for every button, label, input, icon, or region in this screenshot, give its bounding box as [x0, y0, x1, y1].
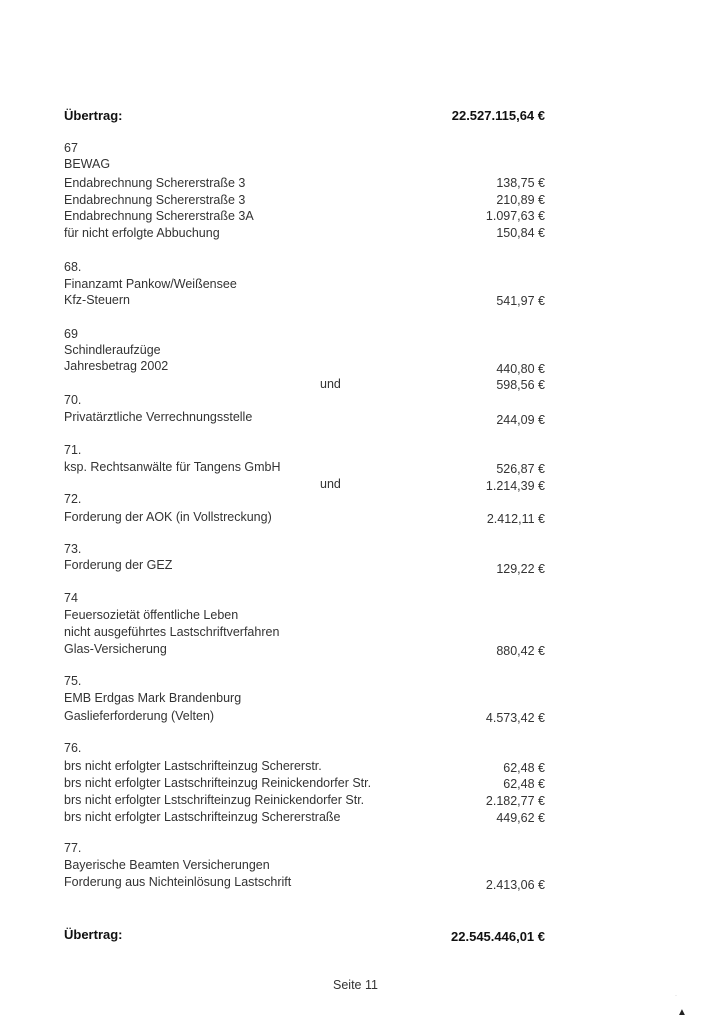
- entry-76-line-4: brs nicht erfolgter Lastschrifteinzug Schererstraße: [64, 810, 341, 824]
- entry-71-amount-1: 526,87 €: [496, 462, 545, 476]
- entry-67-amount-4: 150,84 €: [496, 226, 545, 240]
- entry-71-und: und: [320, 477, 341, 491]
- entry-69-amount-1: 440,80 €: [496, 362, 545, 376]
- entry-69-number: 69: [64, 327, 78, 341]
- entry-77-name: Bayerische Beamten Versicherungen: [64, 858, 270, 872]
- entry-67-line-1: Endabrechnung Schererstraße 3: [64, 176, 246, 190]
- entry-74-line-2: Glas-Versicherung: [64, 642, 167, 656]
- entry-76-amount-2: 62,48 €: [503, 777, 545, 791]
- entry-68-amount: 541,97 €: [496, 294, 545, 308]
- entry-76-line-3: brs nicht erfolgter Lstschrifteinzug Reinickendorfer Str.: [64, 793, 365, 807]
- entry-75-name: EMB Erdgas Mark Brandenburg: [64, 691, 242, 705]
- entry-76-amount-4: 449,62 €: [496, 811, 545, 825]
- carry-out-amount: 22.545.446,01 €: [451, 929, 545, 944]
- entry-74-name: Feuersozietät öffentliche Leben: [64, 608, 239, 622]
- entry-70-number: 70.: [64, 393, 82, 407]
- entry-68-number: 68.: [64, 260, 82, 274]
- entry-73-name: Forderung der GEZ: [64, 558, 173, 572]
- entry-76-amount-3: 2.182,77 €: [485, 794, 545, 808]
- entry-67-amount-3: 1.097,63 €: [485, 209, 545, 223]
- entry-70-name: Privatärztliche Verrechnungsstelle: [64, 410, 253, 424]
- entry-67-line-3: Endabrechnung Schererstraße 3A: [64, 209, 254, 223]
- carry-in-amount: 22.527.115,64 €: [451, 108, 545, 123]
- entry-71-amount-2: 1.214,39 €: [485, 479, 545, 493]
- scan-speck: ·: [675, 993, 677, 999]
- entry-77-line: Forderung aus Nichteinlösung Lastschrift: [64, 875, 292, 889]
- entry-74-number: 74: [64, 591, 78, 605]
- entry-72-name: Forderung der AOK (in Vollstreckung): [64, 510, 272, 524]
- carry-in-label: Übertrag:: [64, 108, 123, 123]
- entry-73-amount: 129,22 €: [496, 562, 545, 576]
- entry-71-name: ksp. Rechtsanwälte für Tangens GmbH: [64, 460, 281, 474]
- entry-75-amount: 4.573,42 €: [485, 711, 545, 725]
- entry-69-line: Jahresbetrag 2002: [64, 359, 169, 373]
- entry-70-amount: 244,09 €: [496, 413, 545, 427]
- entry-67-amount-1: 138,75 €: [496, 176, 545, 190]
- entry-76-line-2: brs nicht erfolgter Lastschrifteinzug Reinickendorfer Str.: [64, 776, 372, 790]
- entry-67-number: 67: [64, 141, 78, 155]
- entry-72-number: 72.: [64, 492, 82, 506]
- entry-73-number: 73.: [64, 542, 82, 556]
- entry-76-line-1: brs nicht erfolgter Lastschrifteinzug Schererstr.: [64, 759, 322, 773]
- entry-77-amount: 2.413,06 €: [485, 878, 545, 892]
- entry-67-amount-2: 210,89 €: [496, 193, 545, 207]
- entry-77-number: 77.: [64, 841, 82, 855]
- scan-mark: ▲: [677, 1007, 687, 1018]
- entry-69-name: Schindleraufzüge: [64, 343, 161, 357]
- entry-67-line-2: Endabrechnung Schererstraße 3: [64, 193, 246, 207]
- entry-68-name: Finanzamt Pankow/Weißensee: [64, 277, 237, 291]
- entry-67-name: BEWAG: [64, 157, 111, 171]
- entry-76-amount-1: 62,48 €: [503, 761, 545, 775]
- entry-72-amount: 2.412,11 €: [486, 512, 545, 526]
- entry-74-line-1: nicht ausgeführtes Lastschriftverfahren: [64, 625, 280, 639]
- entry-76-number: 76.: [64, 741, 82, 755]
- entry-75-number: 75.: [64, 674, 82, 688]
- entry-68-line: Kfz-Steuern: [64, 293, 131, 307]
- entry-69-und: und: [320, 377, 341, 391]
- entry-67-line-4: für nicht erfolgte Abbuchung: [64, 226, 220, 240]
- page-number: Seite 11: [333, 978, 378, 992]
- entry-69-amount-2: 598,56 €: [496, 378, 545, 392]
- entry-75-line: Gaslieferforderung (Velten): [64, 709, 215, 723]
- entry-71-number: 71.: [64, 443, 82, 457]
- entry-74-amount: 880,42 €: [496, 644, 545, 658]
- carry-out-label: Übertrag:: [64, 927, 123, 942]
